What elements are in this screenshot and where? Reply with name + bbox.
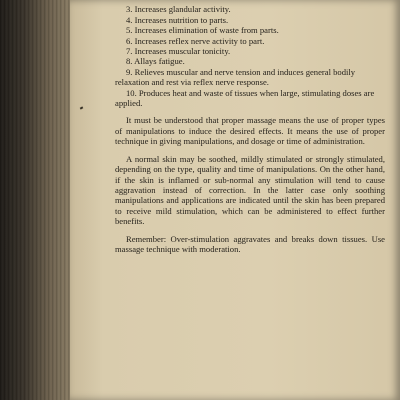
list-item: 6. Increases reflex nerve activity to part. [126, 35, 265, 46]
list-item: 9. Relieves muscular and nerve tension and induces general bodily relaxation and rest via reflex nerve response. [115, 66, 356, 88]
stacked-page-edges [0, 0, 70, 400]
list-item [115, 0, 385, 4]
page-text [115, 0, 385, 254]
list-item: 8. Allays fatigue. [126, 56, 185, 67]
list-item: 3. Increases glandular activity. [126, 4, 231, 15]
paragraph: It must be understood that proper massage means the use of proper types of manipulations to induce the desired effects. It means the use of proper technique in giving manipulations, and dosage or time of administration. [115, 115, 385, 147]
list-item: 10. Produces heat and waste of tissues when large, stimulating doses are applied. [115, 87, 375, 109]
effects-list [115, 0, 385, 108]
list-item: 4. Increases nutrition to parts. [126, 14, 229, 25]
list-item: 7. Increases muscular tonicity. [126, 46, 231, 57]
book-page [70, 0, 400, 400]
paragraph: Remember: Over-stimulation aggravates and breaks down tissues. Use massage technique with moderation. [115, 233, 385, 254]
paragraph: A normal skin may be soothed, mildly stimulated or strongly stimulated, depending on the type, quality and time of manipulations. On the other hand, if the skin is inflamed or sub-normal any stimulation will tend to cause aggravation instead of correction. In the latter case only soothing manipulations and applications are indicated until the skin has been prepared to receive mild stimulation, which can be administered to effect further benefits. [115, 153, 385, 227]
list-item: 5. Increases elimination of waste from parts. [126, 25, 279, 36]
